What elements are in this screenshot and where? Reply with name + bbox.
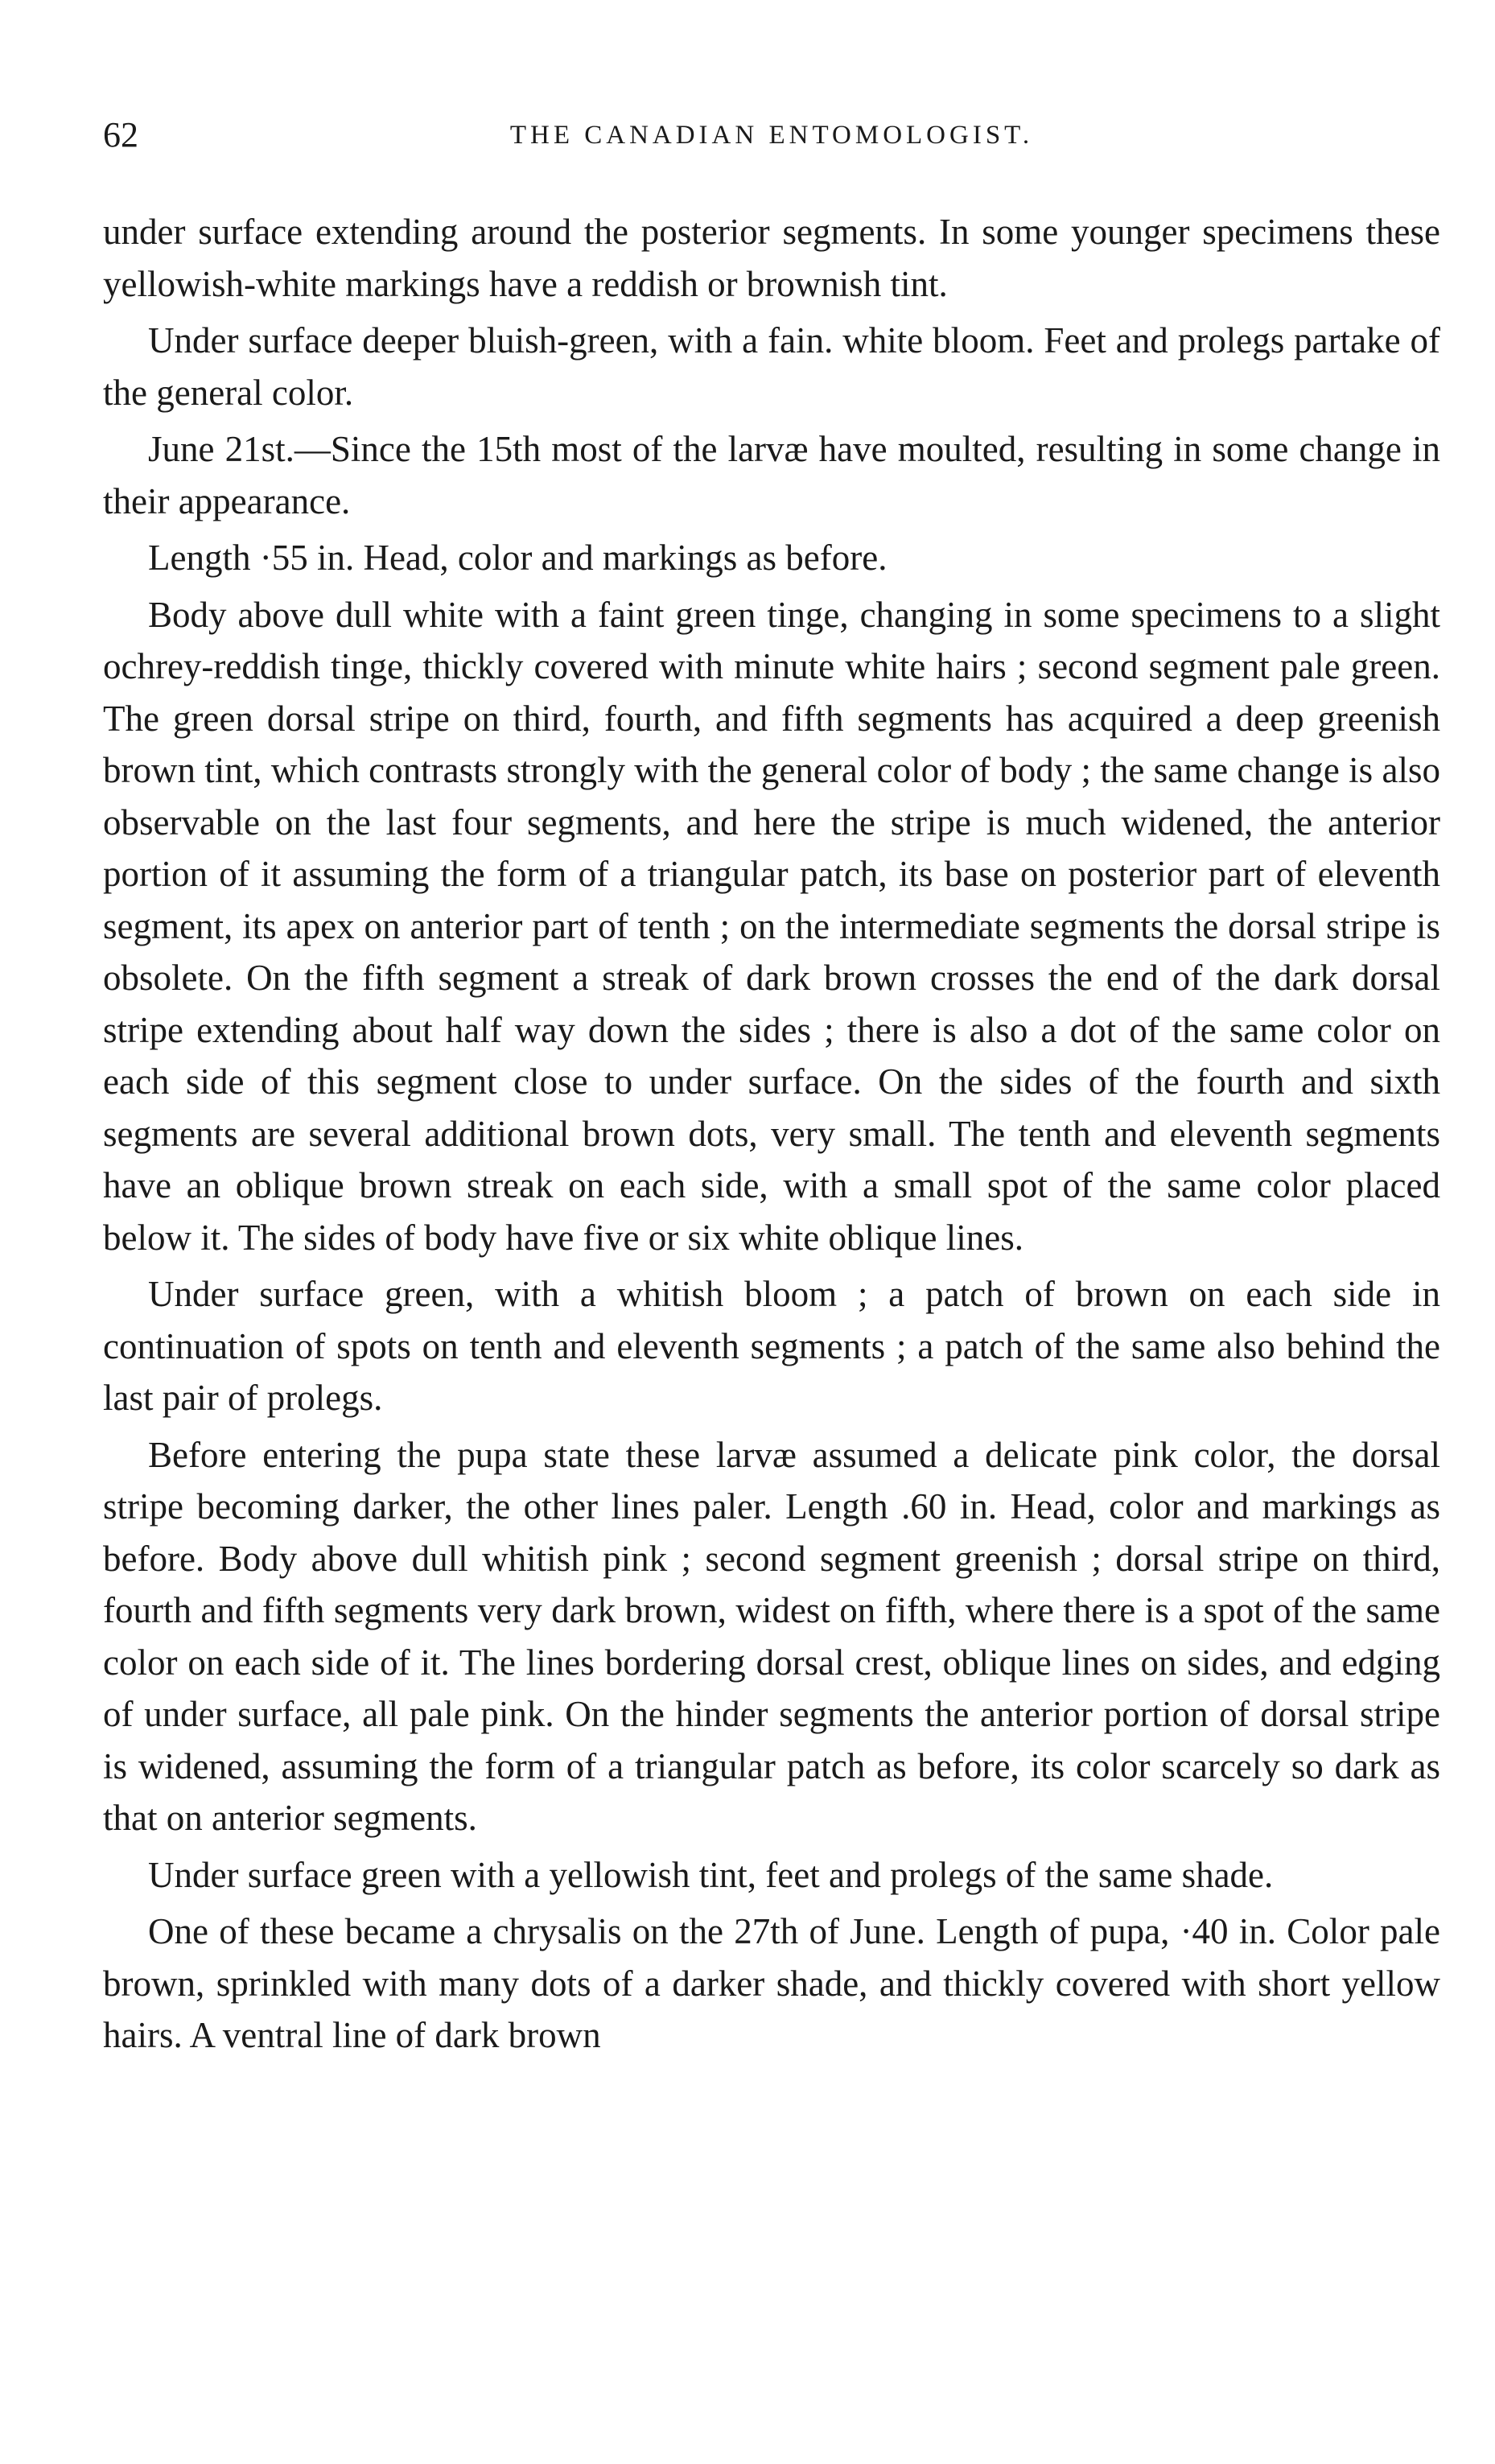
paragraph-june-21st: June 21st.—Since the 15th most of the larvæ have moulted, resulting in some change in their appearance. [103,429,1440,521]
body-text [103,206,1440,2066]
page-header [103,111,1440,159]
paragraph-chrysalis: One of these became a chrysalis on the 27th of June. Length of pupa, ·40 in. Color pale brown, sprinkled with many dots of a darker shade, and thickly covered with short yellow hairs. A ventral line of dark brown [103,1911,1440,2055]
running-head: THE CANADIAN ENTOMOLOGIST. [509,121,1034,150]
paragraph-continuation: under surface extending around the posterior segments. In some younger specimens these yellowish-white markings have a reddish or brownish tint. [103,212,1440,304]
paragraph-pupa-state: Before entering the pupa state these larvæ assumed a delicate pink color, the dorsal stripe becoming darker, the other lines paler. Length .60 in. Head, color and markings as before. Body above dull whitish pink ; second segment greenish ; dorsal stripe on third, fourth and fifth segments very dark brown, widest on fifth, where there is a spot of the same color on each side of it. The lines bordering dorsal crest, oblique lines on sides, and edging of under surface, all pale pink. On the hinder segments the anterior portion of dorsal stripe is widened, assuming the form of a triangular patch as before, its color scarcely so dark as that on anterior segments. [103,1434,1440,1838]
paragraph-under-surface-bloom: Under surface green, with a whitish bloom ; a patch of brown on each side in continuation of spots on tenth and eleventh segments ; a patch of the same also behind the last pair of prolegs. [103,1274,1440,1418]
paragraph-body-above: Body above dull white with a faint green tinge, changing in some specimens to a slight ochrey-reddish tinge, thickly covered with minute white hairs ; second segment pale green. The green dorsal stripe on third, fourth, and fifth segments has acquired a deep greenish brown tint, which contrasts strongly with the general color of body ; the same change is also observable on the last four segments, and here the stripe is much widened, the anterior portion of it assuming the form of a triangular patch, its base on posterior part of eleventh segment, its apex on anterior part of tenth ; on the intermediate segments the dorsal stripe is obsolete. On the fifth segment a streak of dark brown crosses the end of the dark dorsal stripe extending about half way down the sides ; there is also a dot of the same color on each side of this segment close to under surface. On the sides of the fourth and sixth segments are several additional brown dots, very small. The tenth and eleventh segments have an oblique brown streak on each side, with a small spot of the same color placed below it. The sides of body have five or six white oblique lines. [103,594,1440,1258]
paragraph-length: Length ·55 in. Head, color and markings as before. [148,538,888,578]
paragraph-under-surface-yellowish: Under surface green with a yellowish tint, feet and prolegs of the same shade. [148,1854,1274,1895]
page-number: 62 [103,115,138,155]
paragraph-under-surface: Under surface deeper bluish-green, with a fain. white bloom. Feet and prolegs partake of the general color. [103,320,1440,413]
